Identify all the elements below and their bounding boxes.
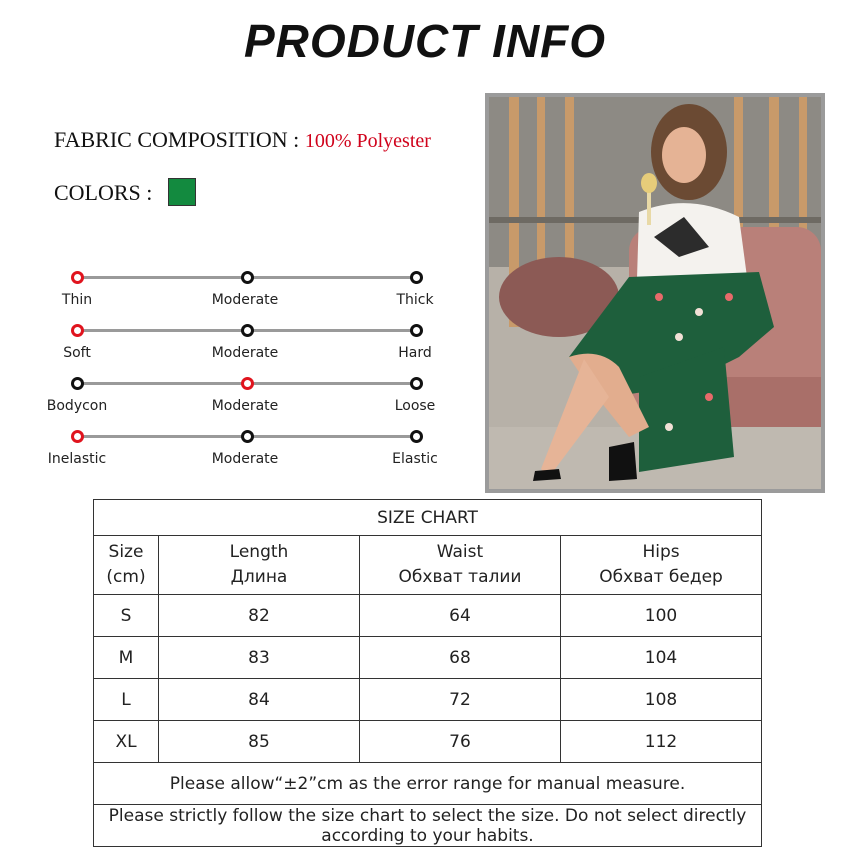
scale-dot-middle xyxy=(241,271,254,284)
header-waist-line2: Обхват талии xyxy=(398,567,522,587)
header-size-line2: (cm) xyxy=(106,567,146,587)
fabric-value: 100% Polyester xyxy=(304,130,431,152)
scale-label-right: Elastic xyxy=(392,451,438,467)
cell-size: XL xyxy=(94,721,159,763)
scale-label-left: Thin xyxy=(61,292,93,308)
header-hips-line1: Hips xyxy=(642,542,680,562)
colors-label: COLORS : xyxy=(54,180,153,205)
product-photo xyxy=(485,93,825,493)
table-row xyxy=(94,637,762,679)
cell-length: 82 xyxy=(159,595,360,637)
scale-label-right: Thick xyxy=(396,292,434,308)
fabric-label: FABRIC COMPOSITION : xyxy=(54,127,300,152)
scale-label-right: Loose xyxy=(394,398,436,414)
header-size-line1: Size xyxy=(108,542,144,562)
cell-length: 83 xyxy=(159,637,360,679)
header-size xyxy=(94,536,159,595)
cell-hips: 108 xyxy=(561,679,762,721)
scale-dot-right xyxy=(410,271,423,284)
cell-size: M xyxy=(94,637,159,679)
cell-waist: 72 xyxy=(360,679,561,721)
scale-dot-middle xyxy=(241,324,254,337)
scale-softness xyxy=(40,323,460,367)
header-waist xyxy=(360,536,561,595)
size-selection-note: Please strictly follow the size chart to select the size. Do not select directly according to your habits. xyxy=(94,805,762,847)
scale-elasticity xyxy=(40,429,460,473)
table-header-row xyxy=(94,536,762,595)
header-length-line1: Length xyxy=(229,542,289,562)
header-hips xyxy=(561,536,762,595)
scale-label-middle: Moderate xyxy=(211,292,279,308)
cell-length: 84 xyxy=(159,679,360,721)
scale-label-middle: Moderate xyxy=(211,398,279,414)
table-row xyxy=(94,721,762,763)
size-chart-table xyxy=(93,499,762,847)
cell-hips: 112 xyxy=(561,721,762,763)
scale-dot-left xyxy=(71,377,84,390)
scale-dot-middle xyxy=(241,430,254,443)
scale-dot-right xyxy=(410,430,423,443)
cell-hips: 104 xyxy=(561,637,762,679)
cell-length: 85 xyxy=(159,721,360,763)
scale-fit xyxy=(40,376,460,420)
scale-dot-right xyxy=(410,377,423,390)
scale-label-right: Hard xyxy=(398,345,432,361)
page-title: PRODUCT INFO xyxy=(243,15,607,67)
header-hips-line2: Обхват бедер xyxy=(599,567,723,587)
table-row xyxy=(94,595,762,637)
fabric-composition xyxy=(54,127,431,153)
cell-size: L xyxy=(94,679,159,721)
header-waist-line1: Waist xyxy=(436,542,484,562)
scale-label-middle: Moderate xyxy=(211,451,279,467)
model-photo-illustration xyxy=(489,97,821,489)
scale-dot-left xyxy=(71,324,84,337)
scale-label-left: Soft xyxy=(63,345,91,361)
scale-thickness xyxy=(40,270,460,314)
color-swatch-green[interactable] xyxy=(168,178,196,206)
measure-error-note: Please allow“±2”cm as the error range for manual measure. xyxy=(94,763,762,805)
scale-dot-left xyxy=(71,271,84,284)
scale-dot-middle xyxy=(241,377,254,390)
cell-hips: 100 xyxy=(561,595,762,637)
scale-label-left: Bodycon xyxy=(46,398,108,414)
cell-waist: 68 xyxy=(360,637,561,679)
cell-size: S xyxy=(94,595,159,637)
scale-dot-right xyxy=(410,324,423,337)
size-chart-title: SIZE CHART xyxy=(94,500,762,536)
scale-label-left: Inelastic xyxy=(47,451,107,467)
header-length xyxy=(159,536,360,595)
scale-dot-left xyxy=(71,430,84,443)
cell-waist: 76 xyxy=(360,721,561,763)
header-length-line2: Длина xyxy=(230,567,288,587)
scale-label-middle: Moderate xyxy=(211,345,279,361)
table-row xyxy=(94,679,762,721)
cell-waist: 64 xyxy=(360,595,561,637)
